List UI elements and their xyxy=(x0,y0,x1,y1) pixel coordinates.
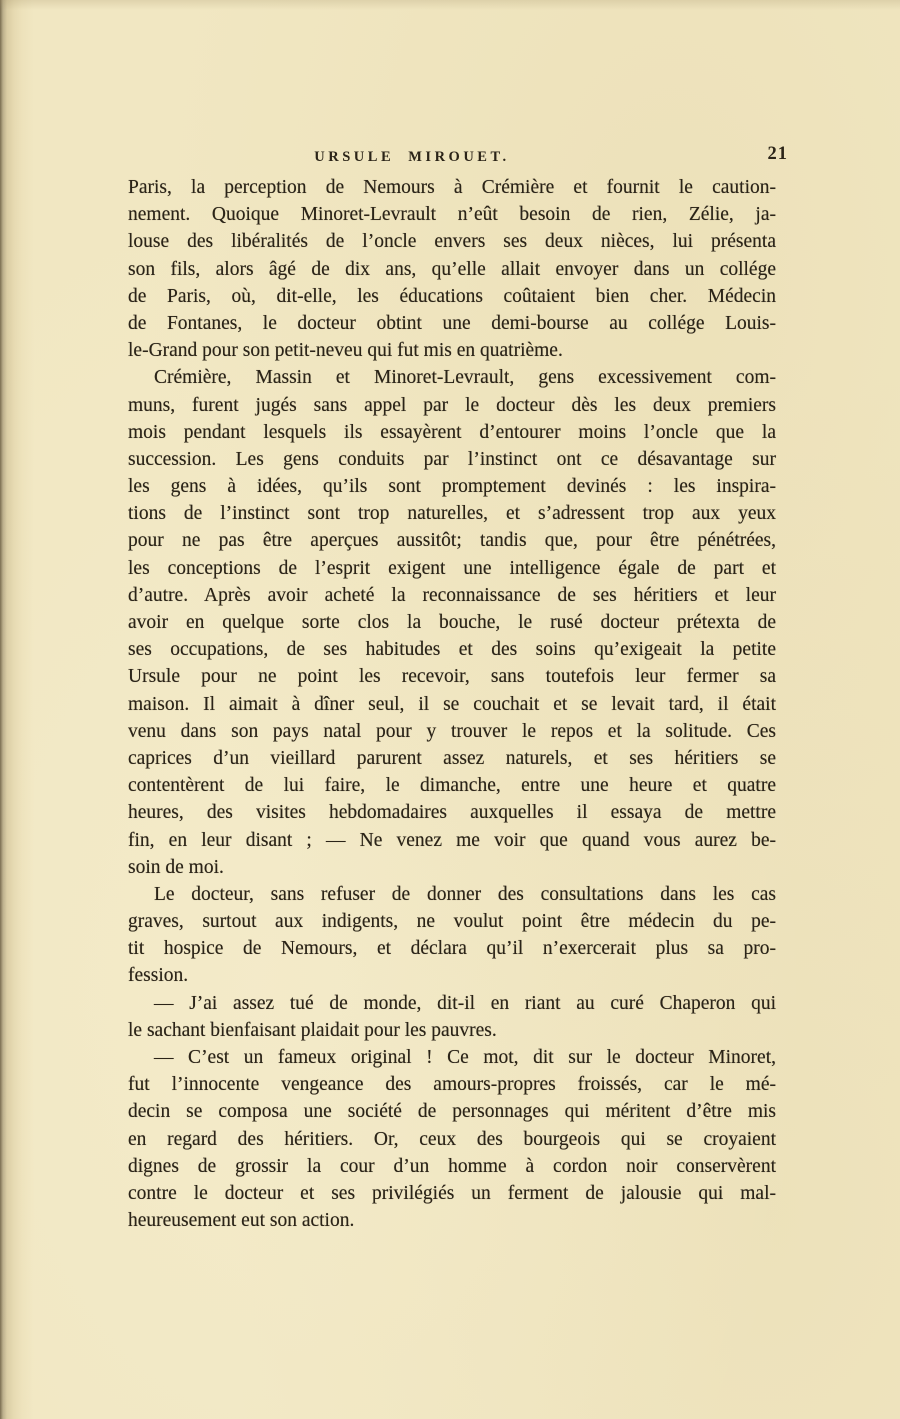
text-line: le sachant bienfaisant plaidait pour les pauvres. xyxy=(128,1019,497,1041)
text-line: tit hospice de Nemours, et déclara qu’il n’exercerait plus sa pro- xyxy=(128,938,776,960)
text-line: son fils, alors âgé de dix ans, qu’elle allait envoyer dans un collége xyxy=(128,258,776,280)
text-line: les gens à idées, qu’ils sont promptement devinés : les inspira- xyxy=(128,476,776,498)
page-edge-shadow xyxy=(0,0,34,1419)
text-line: venu dans son pays natal pour y trouver le repos et la solitude. Ces xyxy=(128,720,776,742)
text-line: fession. xyxy=(128,965,189,987)
text-line: fut l’innocente vengeance des amours-propres froissés, car le mé- xyxy=(128,1074,776,1096)
text-line: Paris, la perception de Nemours à Crémière et fournit le caution- xyxy=(128,177,776,198)
text-line: succession. Les gens conduits par l’instinct ont ce désavantage sur xyxy=(128,448,776,470)
page-header xyxy=(128,144,788,174)
text-line: les conceptions de l’esprit exigent une intelligence égale de part et xyxy=(128,557,776,579)
text-line: contre le docteur et ses privilégiés un ferment de jalousie qui mal- xyxy=(128,1182,776,1204)
text-line: pour ne pas être aperçues aussitôt; tandis que, pour être pénétrées, xyxy=(128,530,776,552)
text-line: fin, en leur disant ; — Ne venez me voir que quand vous aurez be- xyxy=(128,829,776,851)
page-top-shadow xyxy=(0,0,900,10)
text-line: en regard des héritiers. Or, ceux des bourgeois qui se croyaient xyxy=(128,1128,776,1150)
text-line: caprices d’un vieillard parurent assez naturels, et ses héritiers se xyxy=(128,747,776,769)
text-line: ses occupations, de ses habitudes et des soins qu’exigeait la petite xyxy=(128,639,776,661)
text-line: soin de moi. xyxy=(128,856,224,878)
text-line: dignes de grossir la cour d’un homme à cordon noir conservèrent xyxy=(128,1155,776,1177)
paragraph xyxy=(128,881,776,990)
text-line: contentèrent de lui faire, le dimanche, entre une heure et quatre xyxy=(128,775,776,797)
text-line: Crémière, Massin et Minoret-Levrault, gens excessivement com- xyxy=(154,367,776,389)
paragraph xyxy=(128,1044,776,1234)
paragraph xyxy=(128,174,776,364)
text-line: de Paris, où, dit-elle, les éducations coûtaient bien cher. Médecin xyxy=(128,285,776,307)
text-line: avoir en quelque sorte clos la bouche, le rusé docteur prétexta de xyxy=(128,612,776,633)
running-title: URSULE MIROUET. xyxy=(314,149,510,165)
paragraph xyxy=(128,990,776,1044)
text-line: — J’ai assez tué de monde, dit-il en riant au curé Chaperon qui xyxy=(154,992,776,1014)
text-line: — C’est un fameux original ! Ce mot, dit sur le docteur Minoret, xyxy=(154,1047,776,1068)
text-line: Ursule pour ne point les recevoir, sans toutefois leur fermer sa xyxy=(128,666,776,688)
text-line: decin se composa une société de personnages qui méritent d’être mis xyxy=(128,1101,776,1123)
paragraph xyxy=(128,364,776,881)
text-line: maison. Il aimait à dîner seul, il se couchait et se levait tard, il était xyxy=(128,693,776,715)
text-line: muns, furent jugés sans appel par le docteur dès les deux premiers xyxy=(128,394,776,416)
text-line: nement. Quoique Minoret-Levrault n’eût besoin de rien, Zélie, ja- xyxy=(128,204,776,226)
text-line: tions de l’instinct sont trop naturelles, et s’adressent trop aux yeux xyxy=(128,503,776,525)
page-number: 21 xyxy=(767,144,788,164)
text-line: heureusement eut son action. xyxy=(128,1210,355,1232)
text-line: louse des libéralités de l’oncle envers ses deux nièces, lui présenta xyxy=(128,231,776,253)
text-line: le-Grand pour son petit-neveu qui fut mis en quatrième. xyxy=(128,340,563,362)
text-line: Le docteur, sans refuser de donner des consultations dans les cas xyxy=(154,883,776,905)
text-block xyxy=(128,174,776,1234)
text-line: de Fontanes, le docteur obtint une demi-bourse au collége Louis- xyxy=(128,312,776,334)
text-line: graves, surtout aux indigents, ne voulut point être médecin du pe- xyxy=(128,911,776,933)
text-line: mois pendant lesquels ils essayèrent d’entourer moins l’oncle que la xyxy=(128,421,776,443)
text-line: d’autre. Après avoir acheté la reconnaissance de ses héritiers et leur xyxy=(128,584,776,606)
text-line: heures, des visites hebdomadaires auxquelles il essaya de mettre xyxy=(128,802,776,824)
text-area xyxy=(128,144,788,1234)
